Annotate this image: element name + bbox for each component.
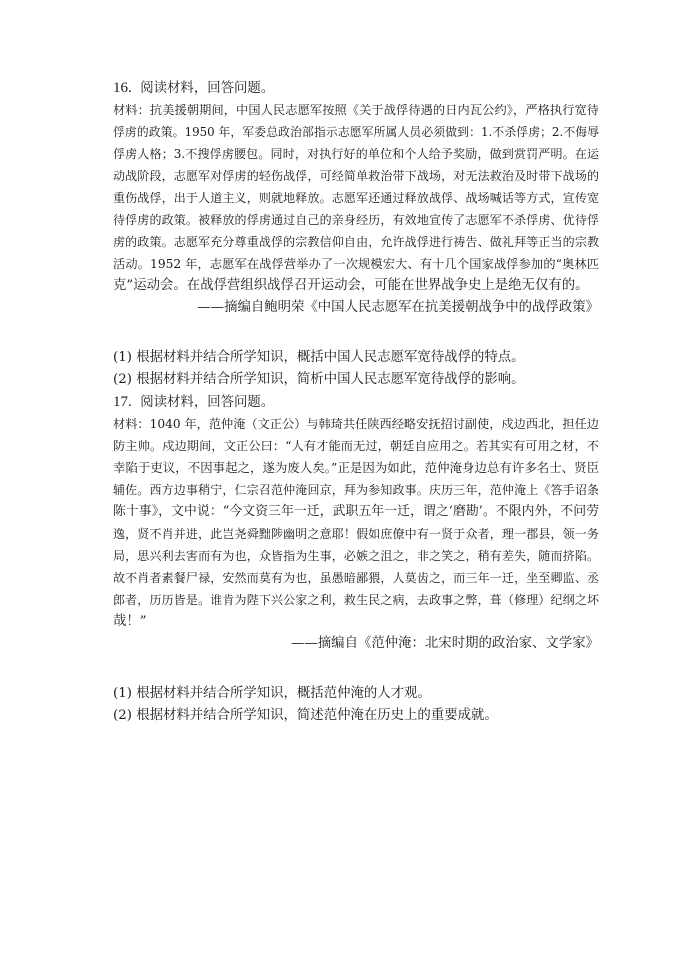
question-instruction: 阅读材料，回答问题。 [140,395,275,410]
material-line: 哉！” [113,614,147,629]
question-header [113,391,599,413]
material-block [113,413,599,633]
material-line: 防主帅。戍边期间，文正公曰：“人有才能而无过，朝廷自应用之。若其实有可用之材，不 [113,439,599,453]
material-line: 俘虏的政策。1950 年，军委总政治部指示志愿军所属人员必须做到：1.不杀俘虏；2.不侮辱 [113,125,599,139]
material-line: 郎者，历历皆是。谁肯为陛下兴公家之利，救生民之病，去政事之弊，葺（修理）纪纲之坏 [113,593,599,607]
sub-question-1: (1) 根据材料并结合所学知识，概括中国人民志愿军宽待战俘的特点。 [113,350,525,365]
question-16 [113,77,599,391]
material-line: 幸陷于吏议，不因事起之，遂为废人矣。”正是因为如此，范仲淹身边总有许多名士、贤臣 [113,460,599,475]
material-line: 故不肖者素餐尸禄，安然而莫有为也，虽愚暗鄙猥，人莫齿之，而三年一迁，坐至卿监、丞 [113,571,599,585]
spacer [113,319,599,347]
material-line: 俘虏人格；3.不搜俘虏腰包。同时，对执行好的单位和个人给予奖励，做到赏罚严明。在运 [113,147,599,161]
source-attribution: ——摘编自鲍明荣《中国人民志愿军在抗美援朝战争中的战俘政策》 [197,300,599,315]
material-line: 活动。1952 年，志愿军在战俘营举办了一次规模宏大、有十几个国家战俘参加的“奥林匹 [113,257,599,271]
material-line: 局，思兴利去害而有为也，众皆指为生事，必嫉之沮之，非之笑之，稍有差失，随而挤陷。 [113,549,599,563]
material-line: 动战阶段，志愿军对俘虏的轻伤战俘，可经简单救治带下战场，对无法救治及时带下战场的 [113,169,599,183]
spacer [113,655,599,683]
source-attribution: ——摘编自《范仲淹：北宋时期的政治家、文学家》 [291,636,599,651]
question-header [113,77,599,99]
material-line: 重伤战俘，出于人道主义，则就地释放。志愿军还通过释放战俘、战场喊话等方式，宣传宽 [113,191,599,205]
material-line: 待俘虏的政策。被释放的俘虏通过自己的亲身经历，有效地宣传了志愿军不杀俘虏、优待俘 [113,213,599,227]
material-block [113,99,599,297]
document-page [113,77,599,727]
material-line: 逸，贤不肖并进，此岂尧舜黜陟幽明之意耶！假如庶僚中有一贤于众者，理一郡县，领一务 [113,527,599,541]
material-line: 材料：抗美援朝期间，中国人民志愿军按照《关于战俘待遇的日内瓦公约》，严格执行宽待 [113,103,599,117]
question-number: 17. [113,394,132,410]
question-17 [113,391,599,727]
material-line: 虏的政策。志愿军充分尊重战俘的宗教信仰自由，允许战俘进行祷告、做礼拜等正当的宗教 [113,235,599,249]
sub-question-2: (2) 根据材料并结合所学知识，简述范仲淹在历史上的重要成就。 [113,708,498,723]
sub-question-1: (1) 根据材料并结合所学知识，概括范仲淹的人才观。 [113,686,431,701]
material-line: 材料：1040 年，范仲淹（文正公）与韩琦共任陕西经略安抚招讨副使，戍边西北，担任边 [113,417,599,431]
question-instruction: 阅读材料，回答问题。 [140,81,275,96]
material-line: 陈十事》，文中说：“今文资三年一迁，武职五年一迁，谓之‘磨勘’。不限内外，不问劳 [113,504,599,519]
material-line: 辅佐。西方边事稍宁，仁宗召范仲淹回京，拜为参知政事。庆历三年，范仲淹上《答手诏条 [113,483,599,497]
sub-question-2: (2) 根据材料并结合所学知识，简析中国人民志愿军宽待战俘的影响。 [113,372,525,387]
question-number: 16. [113,80,132,96]
material-line: 克”运动会。在战俘营组织战俘召开运动会，可能在世界战争史上是绝无仅有的。 [113,278,589,293]
